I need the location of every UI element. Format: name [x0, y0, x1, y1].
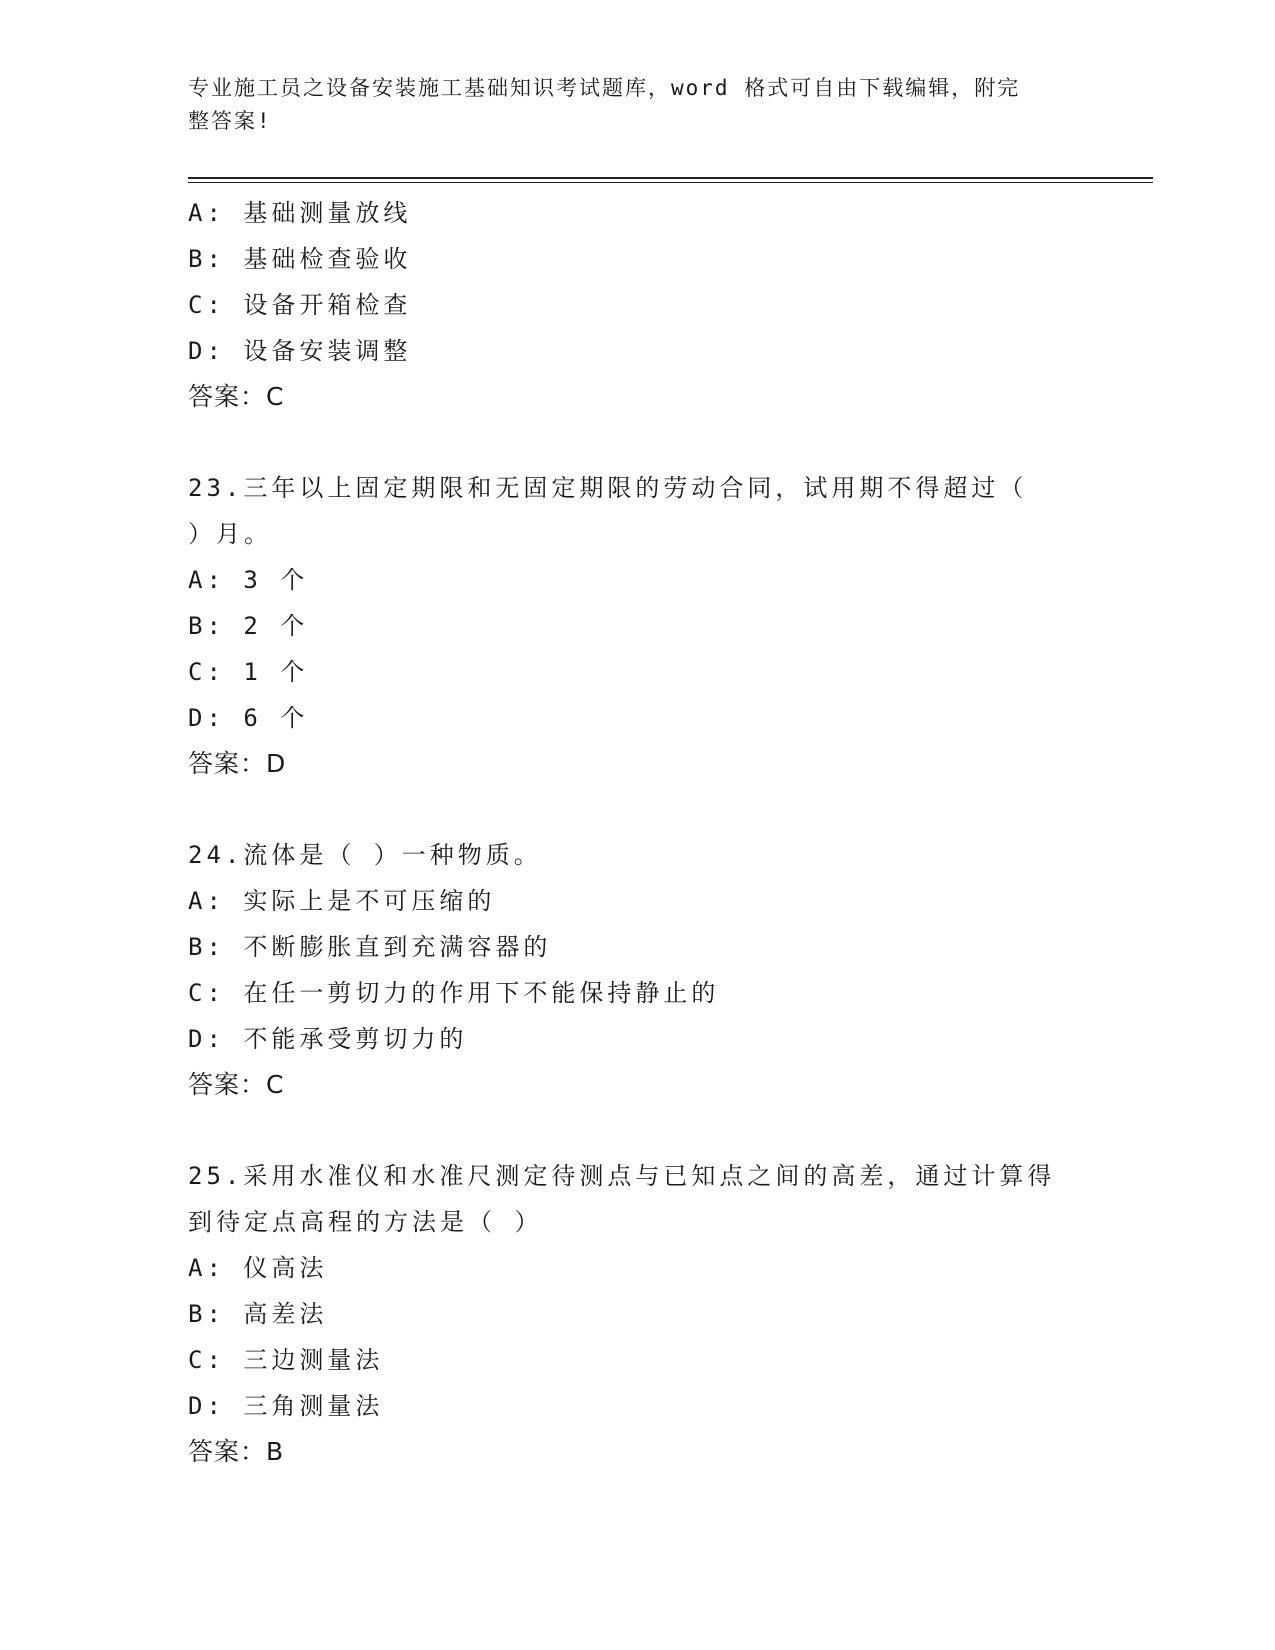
header-line-2: 整答案!: [188, 109, 272, 133]
header-divider-thick: [188, 177, 1153, 179]
question-stem-line-1: 23.三年以上固定期限和无固定期限的劳动合同，试用期不得超过（: [188, 474, 1028, 502]
answer-label: 答案：B: [188, 1437, 285, 1466]
option-b: B: 高差法: [188, 1300, 328, 1328]
question-stem-line-2: ）月。: [188, 520, 272, 548]
answer-label: 答案：C: [188, 1070, 285, 1099]
option-d: D: 设备安装调整: [188, 337, 412, 365]
document-header: [188, 72, 1068, 138]
option-c: C: 设备开箱检查: [188, 291, 412, 319]
header-divider-thin: [188, 182, 1153, 183]
question-25: [188, 1153, 1088, 1475]
question-22: [188, 190, 1088, 420]
option-c: C: 三边测量法: [188, 1346, 384, 1374]
option-a: A: 基础测量放线: [188, 199, 412, 227]
option-a: A: 仪高法: [188, 1254, 328, 1282]
option-a: A: 实际上是不可压缩的: [188, 887, 496, 915]
header-line-1: 专业施工员之设备安装施工基础知识考试题库，word 格式可自由下载编辑，附完: [188, 76, 1021, 100]
answer-label: 答案：C: [188, 382, 285, 411]
option-c: C: 在任一剪切力的作用下不能保持静止的: [188, 979, 720, 1007]
question-23: [188, 465, 1088, 787]
option-d: D: 6 个: [188, 704, 309, 732]
option-a: A: 3 个: [188, 566, 309, 594]
option-b: B: 不断膨胀直到充满容器的: [188, 933, 552, 961]
question-list: [188, 190, 1088, 1475]
option-d: D: 不能承受剪切力的: [188, 1025, 468, 1053]
answer-label: 答案：D: [188, 749, 287, 778]
option-b: B: 2 个: [188, 612, 309, 640]
option-c: C: 1 个: [188, 658, 309, 686]
question-stem-line-2: 到待定点高程的方法是（ ）: [188, 1208, 543, 1236]
option-d: D: 三角测量法: [188, 1392, 384, 1420]
question-stem-line-1: 25.采用水准仪和水准尺测定待测点与已知点之间的高差，通过计算得: [188, 1162, 1056, 1190]
option-b: B: 基础检查验收: [188, 245, 412, 273]
question-24: [188, 832, 1088, 1108]
question-stem-line-1: 24.流体是（ ）一种物质。: [188, 841, 542, 869]
